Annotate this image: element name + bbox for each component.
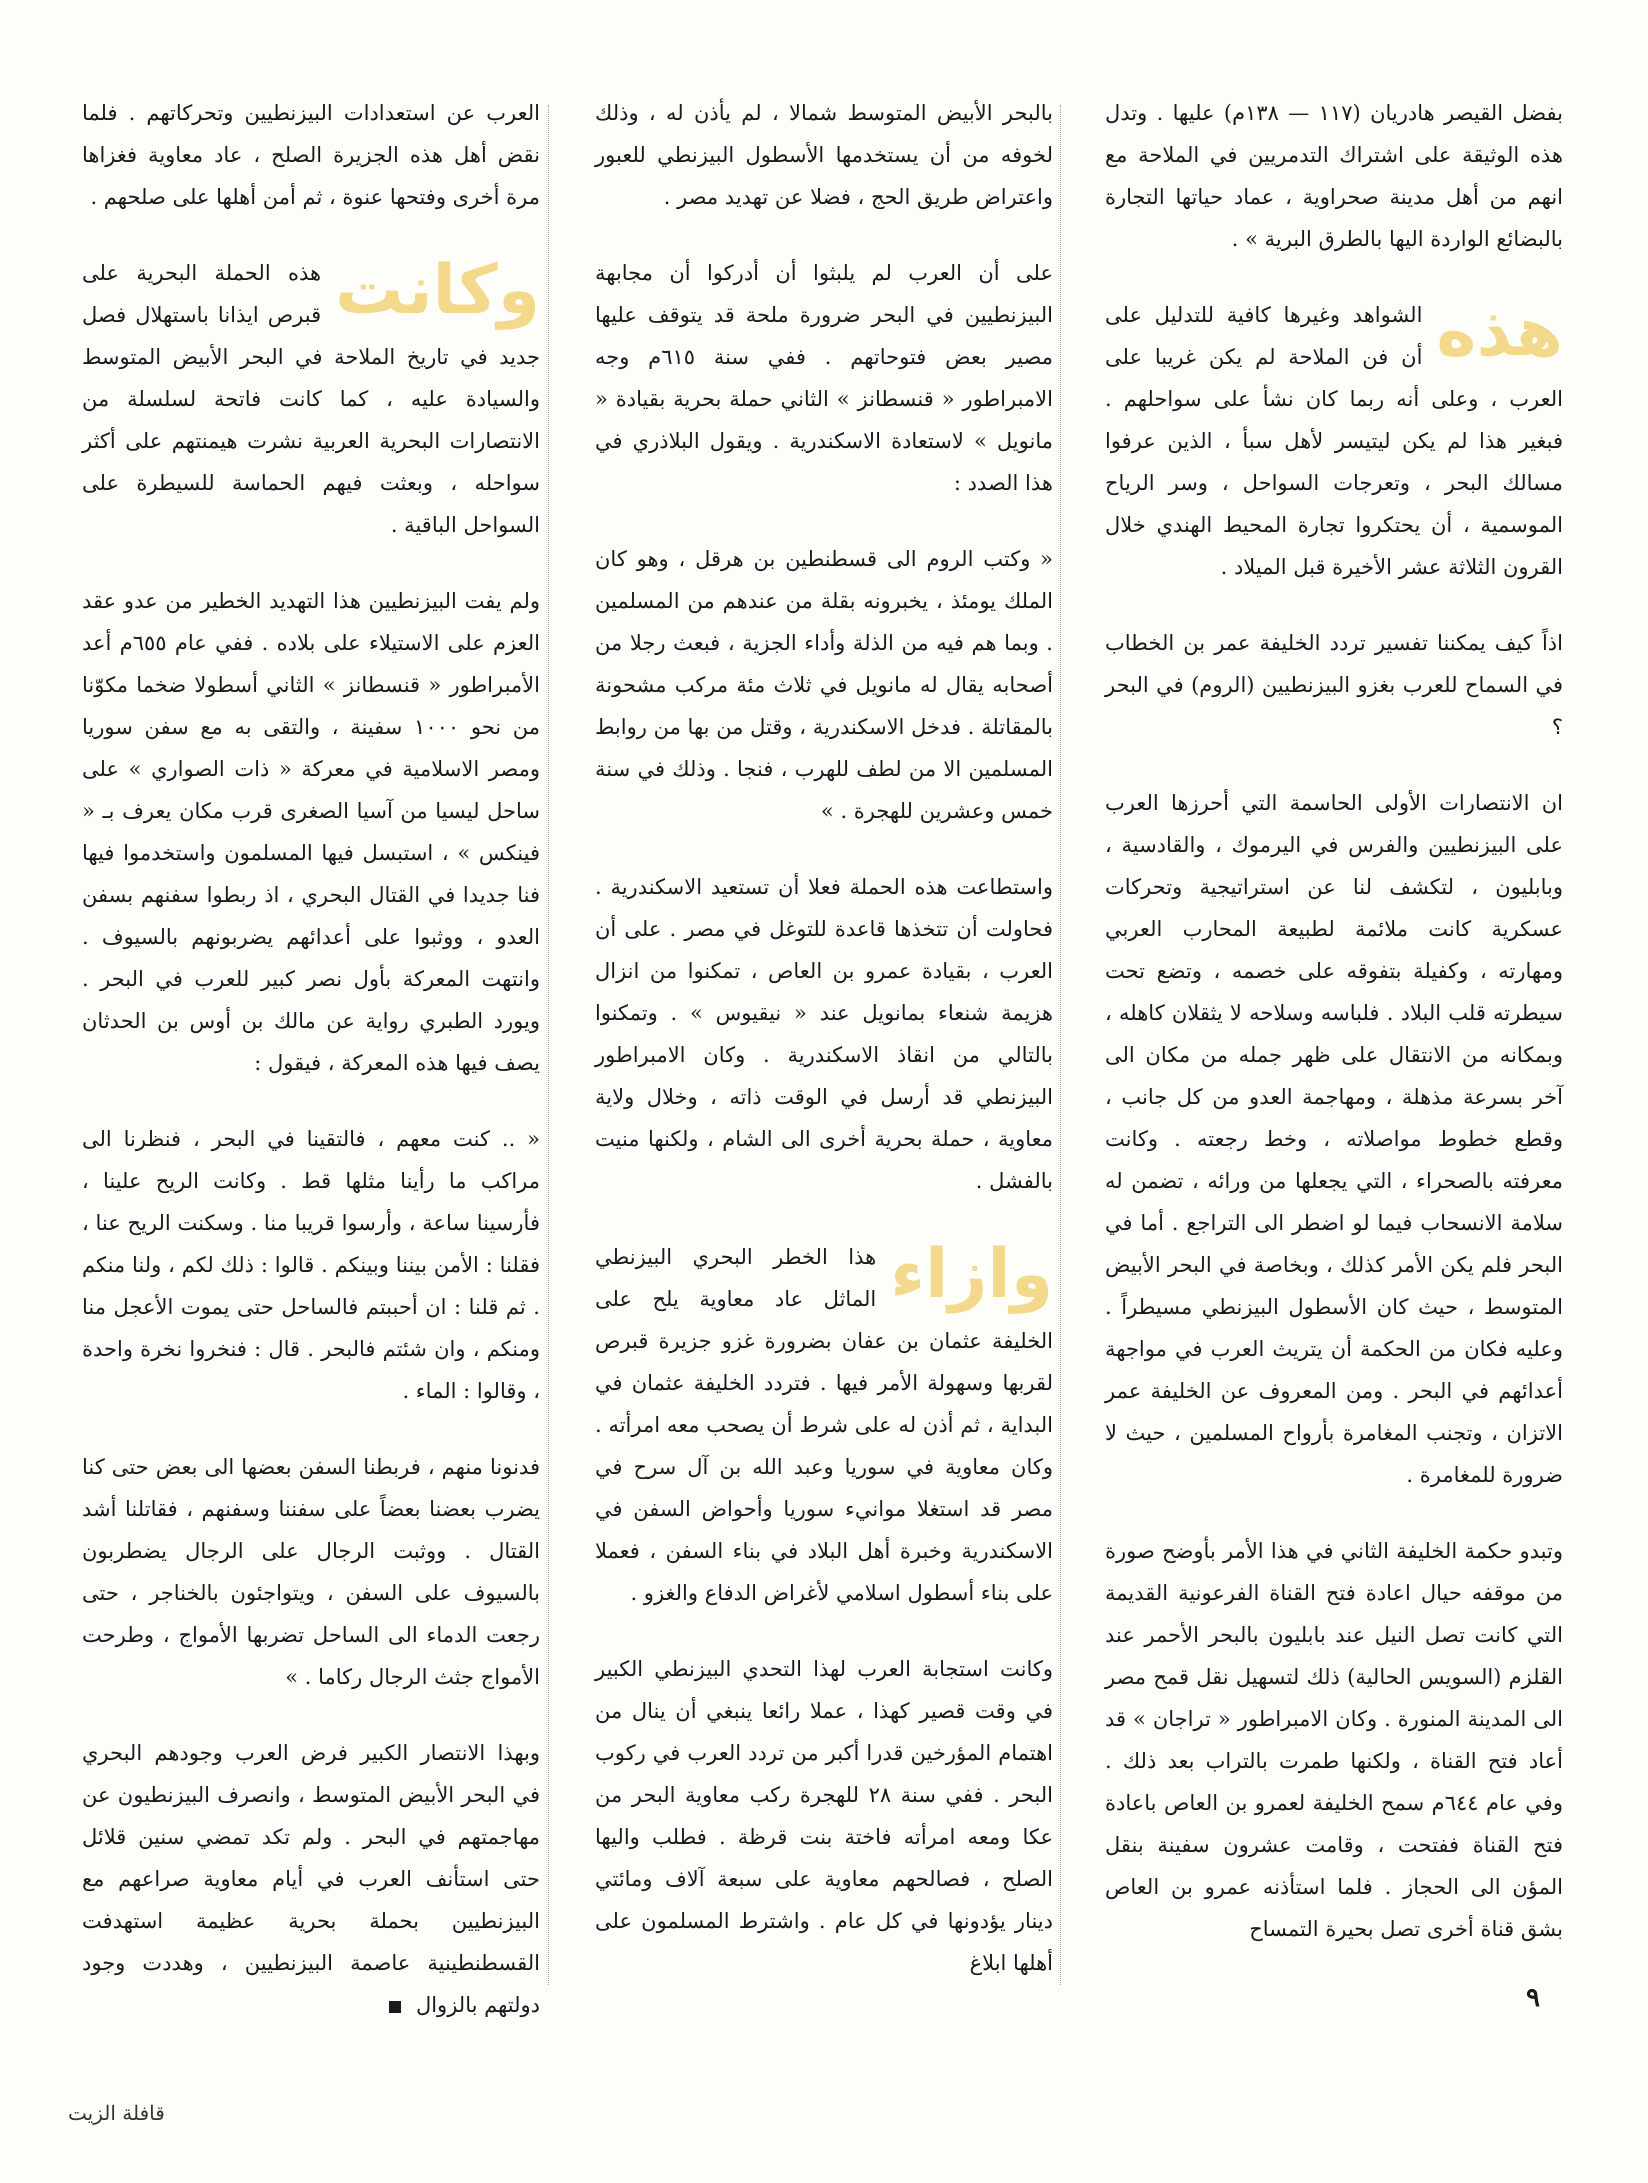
end-of-article-square-icon bbox=[389, 2001, 401, 2013]
decorative-initial: هذه bbox=[1436, 293, 1563, 372]
paragraph bbox=[1105, 294, 1563, 588]
paragraph: وكانت استجابة العرب لهذا التحدي البيزنطي الكبير في وقت قصير كهذا ، عملا رائعا ينبغي أن ينال من اهتمام المؤرخين قدرا أكبر من تردد العرب في ركوب البحر . ففي سنة ٢٨ للهجرة ركب معاوية البحر من عكا ومعه امرأته فاختة بنت قرظة . فطلب واليها الصلح ، فصالحهم معاوية على سبعة آلاف ومائتي دينار يؤدونها في كل عام . واشترط المسلمون على أهلها ابلاغ bbox=[595, 1657, 1053, 1975]
paragraph: بفضل القيصر هادريان (١١٧ — ١٣٨م) عليها . وتدل هذه الوثيقة على اشتراك التدمريين في الملاحة مع انهم من أهل مدينة صحراوية ، عماد حياتها التجارة بالبضائع الواردة اليها بالطرق البرية » . bbox=[1105, 101, 1563, 251]
quote-paragraph: « .. كنت معهم ، فالتقينا في البحر ، فنظرنا الى مراكب ما رأينا مثلها قط . وكانت الريح علينا ، فأرسينا ساعة ، وأرسوا قريبا منا . وسكنت الريح عنا ، فقلنا : الأمن بيننا وبينكم . قالوا : ذلك لكم ، ولنا منكم . ثم قلنا : ان أحببتم فالساحل حتى يموت الأعجل منا ومنكم ، وان شئتم فالبحر . قال : فنخروا نخرة واحدة ، وقالوا : الماء . bbox=[82, 1127, 540, 1403]
text-column-middle bbox=[595, 92, 1053, 2018]
column-separator bbox=[1060, 105, 1061, 1985]
decorative-initial: وكانت bbox=[335, 251, 540, 330]
magazine-name: قافلة الزيت bbox=[68, 2101, 165, 2125]
paragraph: وتبدو حكمة الخليفة الثاني في هذا الأمر بأوضح صورة من موقفه حيال اعادة فتح القناة الفرعونية القديمة التي كانت تصل النيل عند بابليون بالبحر الأحمر عند القلزم (السويس الحالية) ذلك لتسهيل نقل قمح مصر الى المدينة المنورة . وكان الامبراطور « تراجان » قد أعاد فتح القناة ، ولكنها طمرت بالتراب بعد ذلك . وفي عام ٦٤٤م سمح الخليفة لعمرو بن العاص باعادة فتح القناة ففتحت ، وقامت عشرون سفينة بنقل المؤن الى الحجاز . فلما استأذنه عمرو بن العاص بشق قناة أخرى تصل بحيرة التمساح bbox=[1105, 1539, 1563, 1941]
paragraph bbox=[82, 1732, 540, 2026]
paragraph: ولم يفت البيزنطيين هذا التهديد الخطير من عدو عقد العزم على الاستيلاء على بلاده . ففي عام ٦٥٥م أعد الأمبراطور « قنسطانز » الثاني أسطولا ضخما مكوّنا من نحو ١٠٠٠ سفينة ، والتقى به مع سفن سوريا ومصر الاسلامية في معركة « ذات الصواري » على ساحل ليسيا من آسيا الصغرى قرب مكان يعرف بـ « فينكس » ، استبسل فيها المسلمون واستخدموا فيها فنا جديدا في القتال البحري ، اذ ربطوا سفنهم بسفن العدو ، ووثبوا على أعدائهم يضربونهم بالسيوف . وانتهت المعركة بأول نصر كبير للعرب في البحر . ويورد الطبري رواية عن مالك بن أوس بن الحدثان يصف فيها هذه المعركة ، فيقول : bbox=[82, 589, 540, 1075]
quote-paragraph: « وكتب الروم الى قسطنطين بن هرقل ، وهو كان الملك يومئذ ، يخبرونه بقلة من عندهم من المسلمين . وبما هم فيه من الذلة وأداء الجزية ، فبعث رجلا من أصحابه يقال له مانويل في ثلاث مئة مركب مشحونة بالمقاتلة . فدخل الاسكندرية ، وقتل من بها من روابط المسلمين الا من لطف للهرب ، فنجا . وذلك في سنة خمس وعشرين للهجرة . » bbox=[595, 547, 1053, 823]
paragraph-text: وبهذا الانتصار الكبير فرض العرب وجودهم البحري في البحر الأبيض المتوسط ، وانصرف البيزنطيون عن مهاجمتهم في البحر . ولم تكد تمضي سنين قلائل حتى استأنف العرب في أيام معاوية صراعهم مع البيزنطيين بحملة بحرية عظيمة استهدفت القسطنطينية عاصمة البيزنطيين ، وهددت وجود دولتهم بالزوال bbox=[82, 1741, 540, 2017]
paragraph: اذاً كيف يمكننا تفسير تردد الخليفة عمر بن الخطاب في السماح للعرب بغزو البيزنطيين (الروم) في البحر ؟ bbox=[1105, 631, 1563, 739]
page-number: ٩ bbox=[1526, 1983, 1540, 2013]
paragraph: واستطاعت هذه الحملة فعلا أن تستعيد الاسكندرية . فحاولت أن تتخذها قاعدة للتوغل في مصر . على أن العرب ، بقيادة عمرو بن العاص ، تمكنوا من انزال هزيمة شنعاء بمانويل عند « نيقيوس » . وتمكنوا بالتالي من انقاذ الاسكندرية . وكان الامبراطور البيزنطي قد أرسل في الوقت ذاته ، وخلال ولاية معاوية ، حملة بحرية أخرى الى الشام ، ولكنها منيت بالفشل . bbox=[595, 875, 1053, 1193]
paragraph: على أن العرب لم يلبثوا أن أدركوا أن مجابهة البيزنطيين في البحر ضرورة ملحة قد يتوقف عليها مصير بعض فتوحاتهم . ففي سنة ٦١٥م وجه الامبراطور « قنسطانز » الثاني حملة بحرية بقيادة « مانويل » لاستعادة الاسكندرية . ويقول البلاذري في هذا الصدد : bbox=[595, 261, 1054, 495]
paragraph-text: هذه الحملة البحرية على قبرص ايذانا باستهلال فصل جديد في تاريخ الملاحة في البحر الأبيض المتوسط والسيادة عليه ، كما كانت فاتحة لسلسلة من الانتصارات البحرية العربية نشرت هيمنتهم على أكثر سواحله ، وبعثت فيهم الحماسة للسيطرة على السواحل الباقية . bbox=[82, 261, 540, 537]
text-column-right bbox=[1105, 92, 1563, 1984]
text-column-left bbox=[82, 92, 540, 2060]
paragraph bbox=[595, 1236, 1053, 1614]
paragraph: العرب عن استعدادات البيزنطيين وتحركاتهم . فلما نقض أهل هذه الجزيرة الصلح ، عاد معاوية فغزاها مرة أخرى وفتحها عنوة ، ثم أمن أهلها على صلحهم . bbox=[82, 101, 540, 209]
paragraph-text: هذا الخطر البحري البيزنطي الماثل عاد معاوية يلح على الخليفة عثمان بن عفان بضرورة غزو جزيرة قبرص لقربها وسهولة الأمر فيها . فتردد الخليفة عثمان في البداية ، ثم أذن له على شرط أن يصحب معه امرأته . وكان معاوية في سوريا وعبد الله بن آل سرح في مصر قد استغلا موانيء سوريا وأحواض السفن في الاسكندرية وخبرة أهل البلاد في بناء السفن ، فعملا على بناء أسطول اسلامي لأغراض الدفاع والغزو . bbox=[595, 1245, 1053, 1605]
column-separator bbox=[548, 105, 549, 1985]
paragraph: بالبحر الأبيض المتوسط شمالا ، لم يأذن له ، وذلك لخوفه من أن يستخدمها الأسطول البيزنطي للعبور واعتراض طريق الحج ، فضلا عن تهديد مصر . bbox=[595, 101, 1053, 209]
paragraph-text: الشواهد وغيرها كافية للتدليل على أن فن الملاحة لم يكن غريبا على العرب ، وعلى أنه ربما كان نشأ على سواحلهم . فبغير هذا لم يكن ليتيسر لأهل سبأ ، الذين عرفوا مسالك البحر ، وتعرجات السواحل ، وسر الرياح الموسمية ، أن يحتكروا تجارة المحيط الهندي خلال القرون الثلاثة عشر الأخيرة قبل الميلاد . bbox=[1105, 303, 1563, 579]
quote-paragraph: فدنونا منهم ، فربطنا السفن بعضها الى بعض حتى كنا يضرب بعضنا بعضاً على سفننا وسفنهم ، فقاتلنا أشد القتال . ووثبت الرجال على الرجال يضطربون بالسيوف على السفن ، ويتواجئون بالخناجر ، حتى رجعت الدماء الى الساحل تضربها الأمواج ، وطرحت الأمواج جثث الرجال ركاما . » bbox=[82, 1455, 540, 1689]
paragraph bbox=[82, 252, 540, 546]
paragraph: ان الانتصارات الأولى الحاسمة التي أحرزها العرب على البيزنطيين والفرس في اليرموك ، والقادسية ، وبابليون ، لتكشف لنا عن استراتيجية وتحركات عسكرية كانت ملائمة لطبيعة المحارب العربي ومهارته ، وكفيلة بتفوقه على خصمه ، وتضع تحت سيطرته قلب البلاد . فلباسه وسلاحه لا يثقلان كاهله ، وبمكانه من الانتقال على ظهر جمله من مكان الى آخر بسرعة مذهلة ، ومهاجمة العدو من كل جانب ، وقطع خطوط مواصلاته ، وخط رجعته . وكانت معرفته بالصحراء ، التي يجعلها من ورائه ، تضمن له سلامة الانسحاب فيما لو اضطر الى التراجع . أما في البحر فلم يكن الأمر كذلك ، وبخاصة في البحر الأبيض المتوسط ، حيث كان الأسطول البيزنطي مسيطراً . وعليه فكان من الحكمة أن يتريث العرب في مواجهة أعدائهم في البحر . ومن المعروف عن الخليفة عمر الاتزان ، وتجنب المغامرة بأرواح المسلمين ، حيث لا ضرورة للمغامرة . bbox=[1105, 791, 1563, 1487]
decorative-initial: وازاء bbox=[890, 1235, 1053, 1314]
